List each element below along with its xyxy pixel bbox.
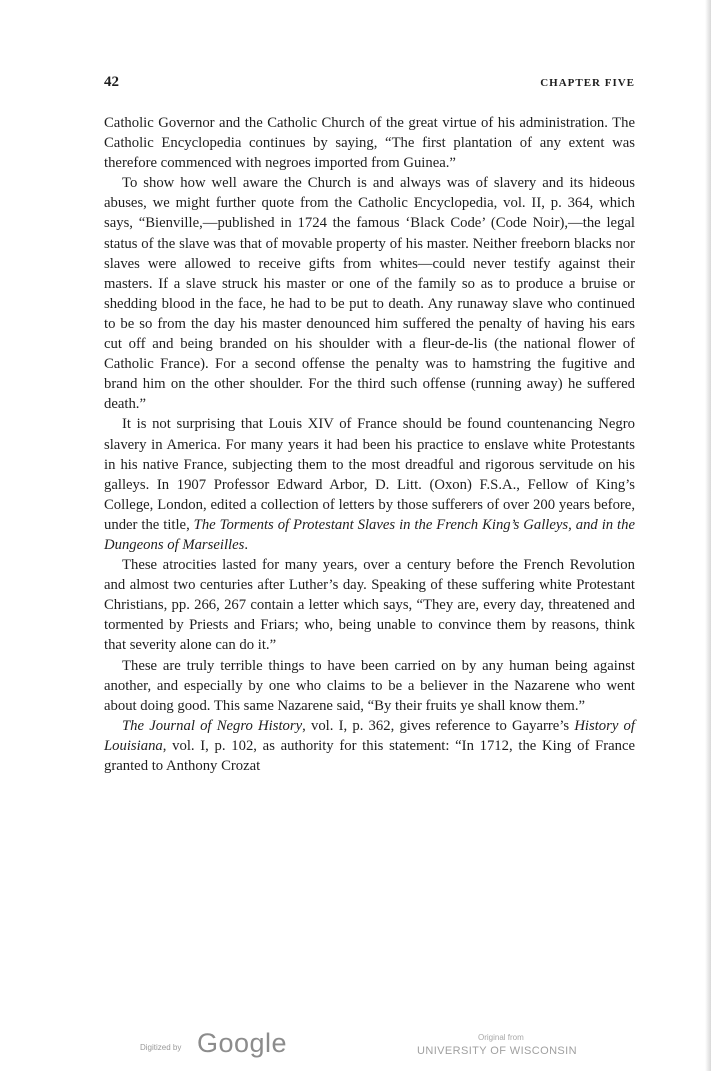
page-number: 42 — [104, 74, 119, 90]
text-run: Catholic Governor and the Catholic Church of the great virtue of his administration. The Catholic Encyclopedia continues by saying, “The first plantation of any extent was therefore commenced with negroes imported from Guinea.” — [104, 115, 635, 172]
google-logo: Google — [197, 1028, 288, 1058]
page-edge-shadow — [705, 0, 711, 1071]
italic-title: The Torments of Protestant Slaves in the French King’s Galleys, and in the Dungeons of Marseilles — [104, 516, 635, 553]
text-run: These are truly terrible things to have been carried on by any human being against another, and especially by one who claims to be a believer in the Nazarene who went about doing good. This same Nazarene said, “By their fruits ye shall know them.” — [104, 657, 635, 714]
italic-title: History of Louisiana — [104, 717, 635, 754]
university-label: UNIVERSITY OF WISCONSIN — [417, 1045, 577, 1057]
paragraph — [104, 414, 635, 555]
text-run: , vol. I, p. 102, as authority for this statement: “In 1712, the King of France granted to Anthony Crozat — [104, 737, 635, 774]
chapter-title: CHAPTER FIVE — [540, 77, 635, 89]
text-run: These atrocities lasted for many years, over a century before the French Revolution and almost two centuries after Luther’s day. Speaking of these suffering white Protestant Christians, pp. 266, 267 contain a letter which says, “They are, every day, threatened and tormented by Priests and Friars; who, being unable to convince them by reasons, think that severity alone can do it.” — [104, 557, 635, 654]
paragraph — [104, 173, 635, 414]
digitized-by-label: Digitized by — [140, 1043, 182, 1052]
body-text — [104, 113, 635, 776]
book-page — [104, 74, 635, 776]
text-run: , vol. I, p. 362, gives reference to Gayarre’s — [302, 717, 575, 734]
scan-footer — [0, 1027, 711, 1067]
paragraph — [104, 656, 635, 716]
text-run: To show how well aware the Church is and always was of slavery and its hideous abuses, we might further quote from the Catholic Encyclopedia, vol. II, p. 364, which says, “Bienville,—published in 1724 the famous ‘Black Code’ (Code Noir),—the legal status of the slave was that of movable property of his master. Neither freeborn blacks nor slaves were allowed to receive gifts from whites—could never testify against their masters. If a slave struck his master or one of the family so as to produce a bruise or shedding blood in the face, he had to be put to death. Any runaway slave who continued to be so from the day his master denounced him suffered the penalty of having his ears cut off and being branded on his shoulder with a fleur-de-lis (the national flower of Catholic France). For a second offense the penalty was to hamstring the fugitive and brand him on the other shoulder. For the third such offense (running away) he suffered death.” — [104, 175, 635, 413]
running-head — [104, 74, 635, 91]
paragraph — [104, 716, 635, 776]
italic-title: The Journal of Negro History — [122, 717, 303, 734]
text-run: . — [244, 536, 249, 553]
paragraph — [104, 113, 635, 173]
original-from-label: Original from — [478, 1033, 524, 1042]
paragraph — [104, 555, 635, 655]
text-run: It is not surprising that Louis XIV of France should be found countenancing Negro slavery in America. For many years it had been his practice to enslave white Protestants in his native France, subjecting them to the most dreadful and rigorous servitude on his galleys. In 1907 Professor Edward Arbor, D. Litt. (Oxon) F.S.A., Fellow of King’s College, London, edited a collection of letters by those sufferers of over 200 years before, under the title, — [104, 416, 635, 533]
